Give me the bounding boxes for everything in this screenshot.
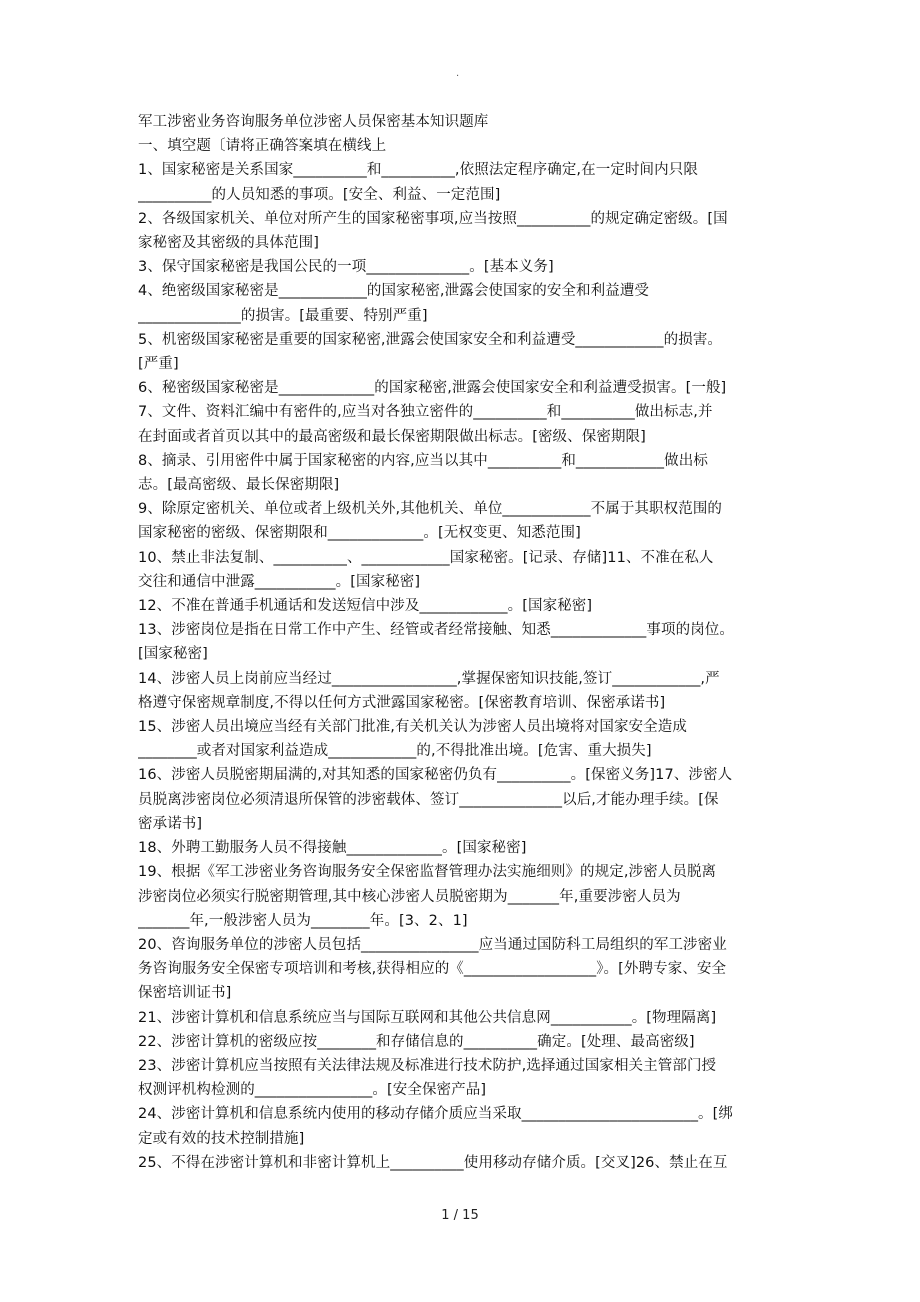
text-line: 13、涉密岗位是指在日常工作中产生、经管或者经常接触、知悉_____________事项的岗位。 [138,622,734,639]
text-line: [严重] [138,356,179,373]
text-line: 9、除原定密机关、单位或者上级机关外,其他机关、单位____________不属于其职权范围的 [138,501,723,518]
text-line: ________或者对国家利益造成____________的,不得批准出境。[危害、重大损失] [138,743,652,760]
text-line: 18、外聘工勤服务人员不得接触_____________。[国家秘密] [138,840,527,857]
text-line: 22、涉密计算机的密级应按________和存储信息的__________确定。[处理、最高密级] [138,1033,695,1050]
text-line: 19、根据《军工涉密业务咨询服务安全保密监督管理办法实施细则》的规定,涉密人员脱离 [138,864,717,881]
text-line: 16、涉密人员脱密期届满的,对其知悉的国家秘密仍负有__________。[保密义务]17、涉密人 [138,767,733,784]
text-line: ______________的损害。[最重要、特别严重] [138,307,428,324]
document-title: 军工涉密业务咨询服务单位涉密人员保密基本知识题库 [138,114,489,130]
text-line: 务咨询服务安全保密专项培训和考核,获得相应的《__________________》。[外聘专家、安全 [138,961,727,978]
text-line: 23、涉密计算机应当按照有关法律法规及标准进行技术防护,选择通过国家相关主管部门授 [138,1057,717,1074]
text-line: 密承诺书] [138,815,203,832]
text-line: 员脱离涉密岗位必须清退所保管的涉密载体、签订______________以后,才能办理手续。[保 [138,791,719,808]
text-line: 10、禁止非法复制、__________、____________国家秘密。[记录、存储]11、不准在私人 [138,549,714,566]
text-line: 国家秘密的密级、保密期限和_____________。[无权变更、知悉范围] [138,525,581,542]
text-line: 交往和通信中泄露___________。[国家秘密] [138,573,421,590]
text-line: 保密培训证书] [138,985,232,1002]
text-line: 2、各级国家机关、单位对所产生的国家秘密事项,应当按照__________的规定确定密级。[国 [138,210,728,227]
page-number: 1 / 15 [441,1208,479,1223]
text-line: [国家秘密] [138,646,208,663]
text-line: 15、涉密人员出境应当经有关部门批准,有关机关认为涉密人员出境将对国家安全造成 [138,719,687,736]
text-line: 12、不准在普通手机通话和发送短信中涉及____________。[国家秘密] [138,598,593,615]
text-line: 格遵守保密规章制度,不得以任何方式泄露国家秘密。[保密教育培训、保密承诺书] [138,694,666,711]
text-line: 21、涉密计算机和信息系统应当与国际互联网和其他公共信息网___________。[物理隔离] [138,1009,717,1026]
text-line: 5、机密级国家秘密是重要的国家秘密,泄露会使国家安全和利益遭受____________的损害。 [138,331,723,348]
text-line: 涉密岗位必须实行脱密期管理,其中核心涉密人员脱密期为_______年,重要涉密人员为 [138,888,681,905]
text-line: 25、不得在涉密计算机和非密计算机上__________使用移动存储介质。[交叉]26、禁止在互 [138,1154,728,1171]
section-heading: 一、填空题〔请将正确答案填在横线上 [138,138,387,155]
text-line: 20、咨询服务单位的涉密人员包括________________应当通过国防科工局组织的军工涉密业 [138,936,727,953]
text-line: 14、涉密人员上岗前应当经过_________________,掌握保密知识技能,签订____________,严 [138,670,720,687]
text-line: 8、摘录、引用密件中属于国家秘密的内容,应当以其中__________和____________做出标 [138,452,708,469]
text-line: 定或有效的技术控制措施] [138,1130,305,1147]
text-line: 志。[最高密级、最长保密期限] [138,477,340,494]
text-line: 6、秘密级国家秘密是_____________的国家秘密,泄露会使国家安全和利益遭受损害。[一般] [138,380,727,397]
document-body [138,110,786,1175]
text-line: 家秘密及其密级的具体范围] [138,235,319,252]
text-line: _______年,一般涉密人员为________年。[3、2、1] [138,912,468,929]
text-line: 24、涉密计算机和信息系统内使用的移动存储介质应当采取________________________。[绑 [138,1106,734,1123]
text-line: 1、国家秘密是关系国家__________和__________,依照法定程序确定,在一定时间内只限 [138,162,698,179]
text-line: 4、绝密级国家秘密是____________的国家秘密,泄露会使国家的安全和利益遭受 [138,283,650,300]
text-line: 权测评机构检测的________________。[安全保密产品] [138,1082,487,1099]
text-line: __________的人员知悉的事项。[安全、利益、一定范围] [138,186,501,203]
text-line: 3、保守国家秘密是我国公民的一项______________。[基本义务] [138,259,554,276]
header-dot: . [456,68,460,79]
text-line: 在封面或者首页以其中的最高密级和最长保密期限做出标志。[密级、保密期限] [138,428,646,445]
text-line: 7、文件、资料汇编中有密件的,应当对各独立密件的__________和__________做出标志,并 [138,404,713,421]
